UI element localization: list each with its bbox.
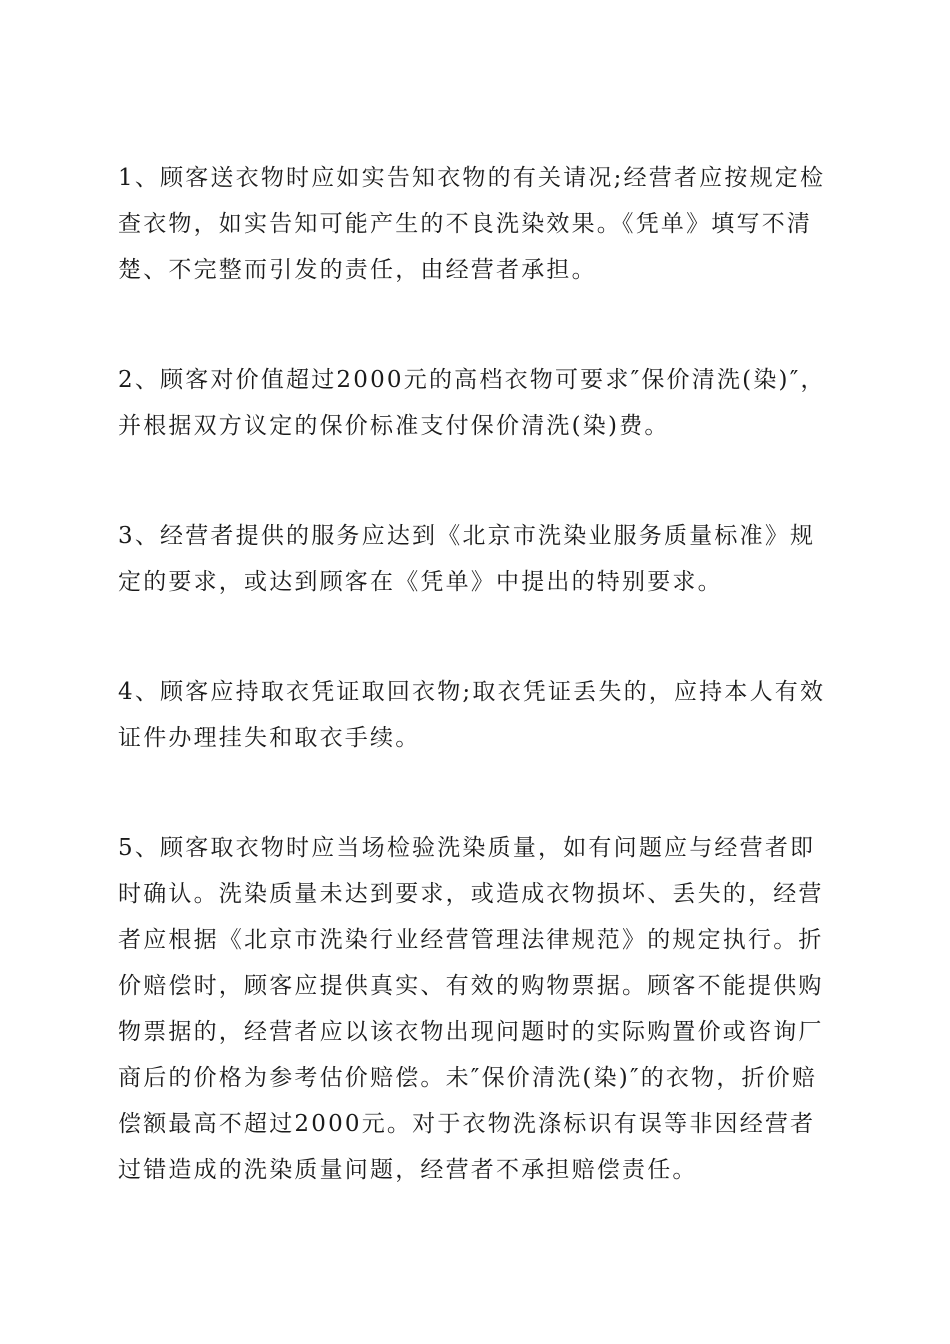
document-body (118, 155, 838, 1193)
paragraph-4: 4、顾客应持取衣凭证取回衣物;取衣凭证丢失的，应持本人有效证件办理挂失和取衣手续。 (118, 679, 826, 751)
paragraph-2: 2、顾客对价值超过2000元的高档衣物可要求″保价清洗(染)″，并根据双方议定的保价标准支付保价清洗(染)费。 (118, 367, 826, 439)
paragraph-3: 3、经营者提供的服务应达到《北京市洗染业服务质量标准》规定的要求，或达到顾客在《凭单》中提出的特别要求。 (118, 523, 816, 595)
paragraph-5: 5、顾客取衣物时应当场检验洗染质量，如有问题应与经营者即时确认。洗染质量未达到要求，或造成衣物损坏、丢失的，经营者应根据《北京市洗染行业经营管理法律规范》的规定执行。折价赔偿时，顾客应提供真实、有效的购物票据。顾客不能提供购物票据的，经营者应以该衣物出现问题时的实际购置价或咨询厂商后的价格为参考估价赔偿。未″保价清洗(染)″的衣物，折价赔偿额最高不超过2000元。对于衣物洗涤标识有误等非因经营者过错造成的洗染质量问题，经营者不承担赔偿责任。 (118, 835, 824, 1183)
paragraph-1: 1、顾客送衣物时应如实告知衣物的有关请况;经营者应按规定检查衣物，如实告知可能产生的不良洗染效果。《凭单》填写不清楚、不完整而引发的责任，由经营者承担。 (118, 165, 826, 283)
